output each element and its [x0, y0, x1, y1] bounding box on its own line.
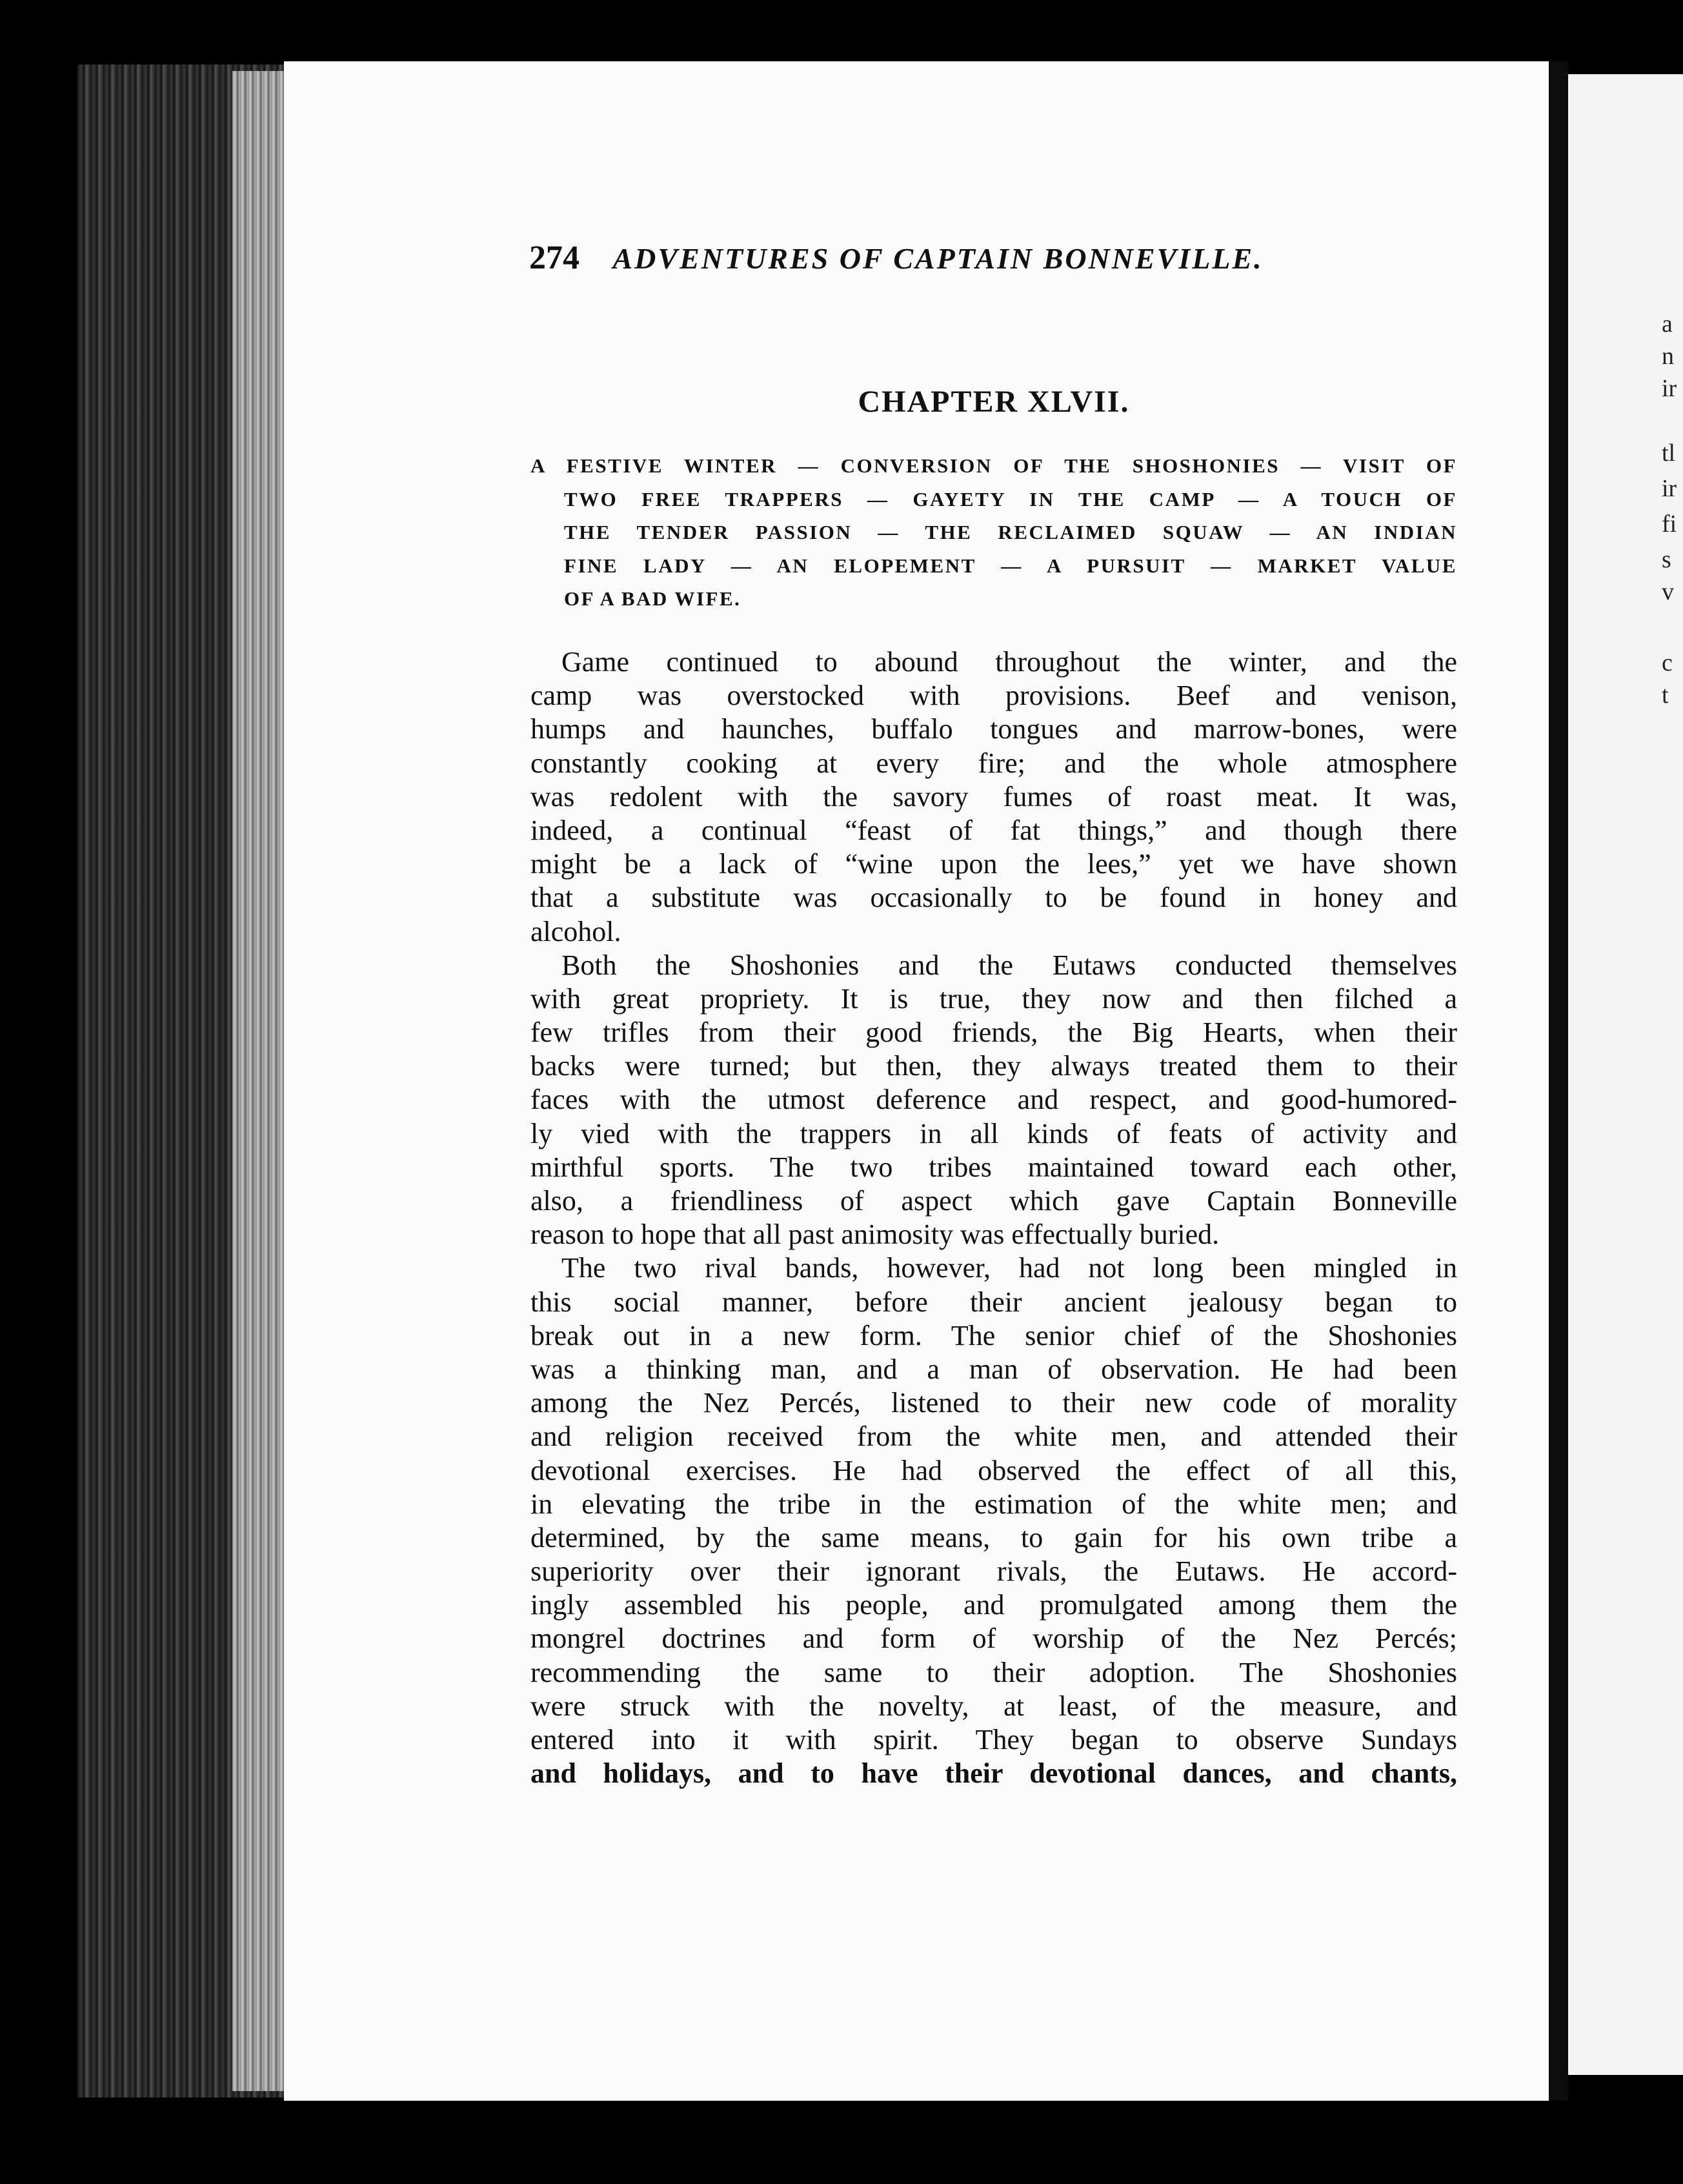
- text-line: reason to hope that all past animosity was effectually buried.: [530, 1218, 1220, 1251]
- text-line: were struck with the novelty, at least, of the measure, and: [530, 1690, 1457, 1722]
- text-line: and religion received from the white men, and attended their: [530, 1421, 1457, 1453]
- text-line: recommending the same to their adoption. The Shoshonies: [530, 1656, 1457, 1688]
- body-text: [530, 645, 1457, 1790]
- text-line: humps and haunches, buffalo tongues and marrow-bones, were: [530, 713, 1457, 745]
- text-line: also, a friendliness of aspect which gave Captain Bonneville: [530, 1185, 1457, 1217]
- text-line: determined, by the same means, to gain for his own tribe a: [530, 1521, 1457, 1553]
- text-line: faces with the utmost deference and respect, and good-humored-: [530, 1084, 1457, 1116]
- text-line: alcohol.: [530, 915, 621, 947]
- running-header: [529, 239, 1342, 277]
- facing-fragment: ir: [1662, 375, 1677, 402]
- text-line: mirthful sports. The two tribes maintained toward each other,: [530, 1151, 1457, 1183]
- synopsis-line: OF A BAD WIFE.: [564, 587, 741, 610]
- text-line: and holidays, and to have their devotional dances, and chants,: [530, 1757, 1457, 1790]
- text-line: camp was overstocked with provisions. Beef and venison,: [530, 680, 1457, 712]
- text-line: superiority over their ignorant rivals, the Eutaws. He accord-: [530, 1555, 1457, 1588]
- facing-fragment: ir: [1662, 475, 1677, 502]
- facing-fragment: fi: [1662, 511, 1677, 538]
- facing-fragment: v: [1662, 578, 1674, 605]
- facing-fragment: n: [1662, 343, 1674, 370]
- text-line: mongrel doctrines and form of worship of the Nez Percés;: [530, 1623, 1457, 1655]
- facing-fragment: s: [1662, 546, 1671, 573]
- synopsis-line: A FESTIVE WINTER — CONVERSION OF THE SHOSHONIES — VISIT OF: [530, 454, 1457, 477]
- text-line: break out in a new form. The senior chief of the Shoshonies: [530, 1319, 1457, 1351]
- text-line: this social manner, before their ancient jealousy began to: [530, 1286, 1457, 1318]
- facing-fragment: tl: [1662, 440, 1676, 467]
- text-line: that a substitute was occasionally to be found in honey and: [530, 882, 1457, 914]
- text-line: entered into it with spirit. They began to observe Sundays: [530, 1724, 1457, 1755]
- facing-fragment: c: [1662, 649, 1673, 676]
- text-line: ingly assembled his people, and promulgated among them the: [530, 1589, 1457, 1621]
- synopsis-line: TWO FREE TRAPPERS — GAYETY IN THE CAMP — A TOUCH OF: [564, 487, 1457, 511]
- text-line: few trifles from their good friends, the Big Hearts, when their: [530, 1016, 1457, 1049]
- text-line: might be a lack of “wine upon the lees,” yet we have shown: [530, 848, 1457, 880]
- chapter-synopsis: [530, 449, 1457, 616]
- text-line: in elevating the tribe in the estimation of the white men; and: [530, 1488, 1457, 1520]
- synopsis-line: FINE LADY — AN ELOPEMENT — A PURSUIT — MARKET VALUE: [564, 554, 1457, 577]
- chapter-title: CHAPTER XLVII.: [858, 385, 1130, 419]
- text-line: was redolent with the savory fumes of roast meat. It was,: [530, 780, 1457, 813]
- book-page-edges-highlight: [232, 71, 284, 2091]
- page-number: 274: [529, 239, 579, 276]
- text-line: Game continued to abound throughout the winter, and the: [561, 646, 1457, 678]
- text-line: among the Nez Percés, listened to their new code of morality: [530, 1387, 1457, 1419]
- text-line: backs were turned; but then, they always treated them to their: [530, 1050, 1457, 1082]
- text-line: with great propriety. It is true, they now and then filched a: [530, 982, 1457, 1015]
- book-gutter: [1549, 61, 1568, 2101]
- text-line: The two rival bands, however, had not long been mingled in: [561, 1252, 1457, 1284]
- text-line: devotional exercises. He had observed the effect of all this,: [530, 1454, 1457, 1486]
- text-line: was a thinking man, and a man of observation. He had been: [530, 1353, 1457, 1385]
- text-line: constantly cooking at every fire; and the whole atmosphere: [530, 747, 1457, 779]
- facing-fragment: a: [1662, 310, 1673, 338]
- text-line: ly vied with the trappers in all kinds of feats of activity and: [530, 1117, 1457, 1149]
- text-line: Both the Shoshonies and the Eutaws conducted themselves: [561, 949, 1457, 981]
- running-title: ADVENTURES OF CAPTAIN BONNEVILLE.: [612, 242, 1264, 275]
- facing-fragment: t: [1662, 682, 1669, 709]
- synopsis-line: THE TENDER PASSION — THE RECLAIMED SQUAW — AN INDIAN: [564, 521, 1457, 543]
- text-line: indeed, a continual “feast of fat things,” and though there: [530, 814, 1457, 846]
